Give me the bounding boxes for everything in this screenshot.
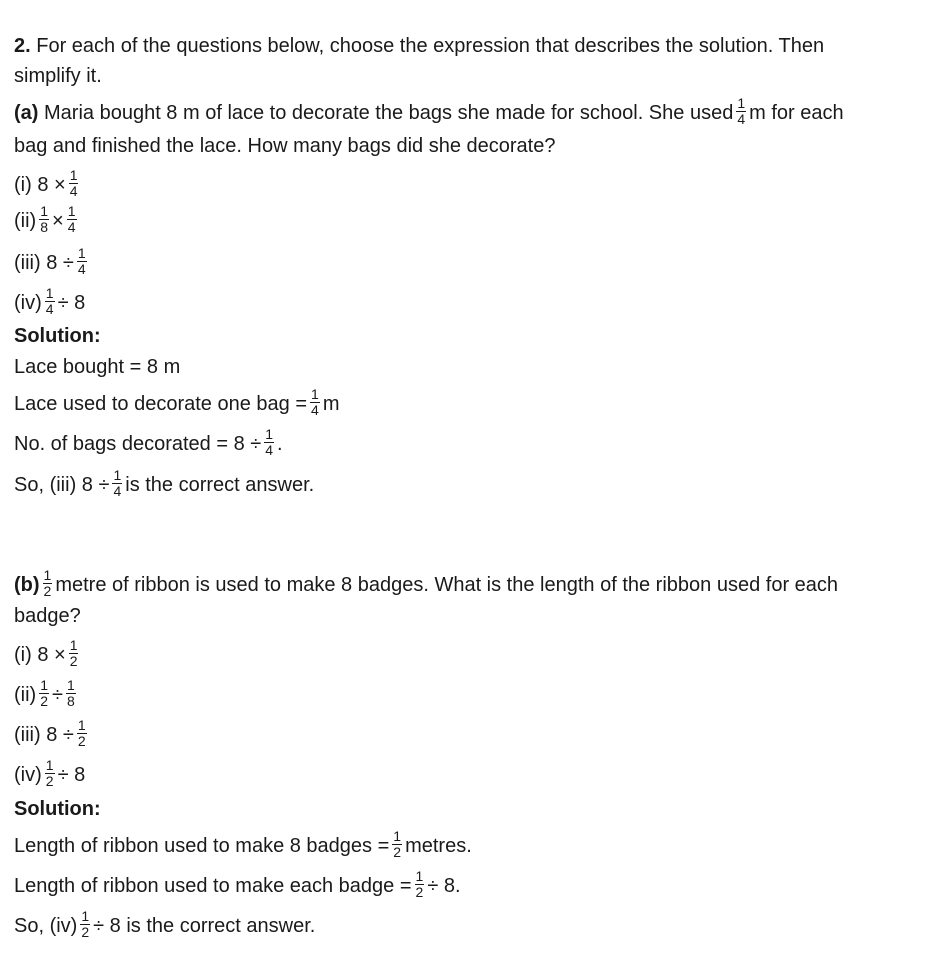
part-a-solution-line-2: Lace used to decorate one bag = $\frac{1}{4}$ m <box>14 386 340 418</box>
part-a-solution-line-3: No. of bags decorated = 8 ÷ $\frac{1}{4}$ . <box>14 426 283 458</box>
part-a-answer: So, (iii) 8 ÷ $\frac{1}{4}$ is the correct answer. <box>14 467 315 499</box>
fraction: $\frac{1}{2}$ <box>43 567 52 599</box>
fraction: $\frac{1}{8}$ <box>67 677 75 709</box>
part-a-solution-line-1: Lace bought = 8 m <box>14 356 181 378</box>
intro-line-2: simplify it. <box>14 65 102 87</box>
part-b-question-line-1: (b) $\frac{1}{2}$ metre of ribbon is used to make 8 badges. What is the length of the ribbon used for each <box>14 567 839 599</box>
fraction: $\frac{1}{2}$ <box>81 908 90 940</box>
part-b-option-i: (i) 8 × $\frac{1}{2}$ <box>14 637 78 669</box>
fraction: $\frac{1}{2}$ <box>415 868 424 900</box>
part-b-solution-line-1: Length of ribbon used to make 8 badges = $\frac{1}{2}$ metres. <box>14 828 472 860</box>
fraction: $\frac{1}{2}$ <box>77 717 86 749</box>
part-b-option-iii: (iii) 8 ÷ $\frac{1}{2}$ <box>14 717 86 749</box>
part-a-option-iii: (iii) 8 ÷ $\frac{1}{4}$ <box>14 245 86 277</box>
part-a-question-line-1: (a) Maria bought 8 m of lace to decorate the bags she made for school. She used $\frac{1}{4}$ m for each <box>14 95 844 127</box>
fraction: $\frac{1}{2}$ <box>40 677 49 709</box>
fraction: $\frac{1}{4}$ <box>737 95 746 127</box>
part-a-label: (a) <box>14 101 39 124</box>
fraction: $\frac{1}{4}$ <box>311 386 319 418</box>
fraction: $\frac{1}{4}$ <box>265 426 274 458</box>
fraction: $\frac{1}{2}$ <box>393 828 402 860</box>
intro-line-1: 2. For each of the questions below, choose the expression that describes the solution. Then <box>14 35 825 57</box>
fraction: $\frac{1}{4}$ <box>45 285 54 317</box>
part-a-option-ii: (ii) $\frac{1}{8}$ × $\frac{1}{4}$ <box>14 203 76 235</box>
fraction: $\frac{1}{2}$ <box>45 757 54 789</box>
fraction: $\frac{1}{4}$ <box>69 167 78 199</box>
part-b-question-line-2: badge? <box>14 605 81 627</box>
part-b-label: (b) <box>14 573 40 596</box>
part-b-option-ii: (ii) $\frac{1}{2}$ ÷ $\frac{1}{8}$ <box>14 677 75 709</box>
fraction: $\frac{1}{2}$ <box>69 637 78 669</box>
part-b-solution-label: Solution: <box>14 798 101 820</box>
fraction: $\frac{1}{4}$ <box>67 203 76 235</box>
fraction: $\frac{1}{4}$ <box>113 467 122 499</box>
question-number: 2. <box>14 35 31 57</box>
part-a-question-line-2: bag and finished the lace. How many bags did she decorate? <box>14 135 556 157</box>
part-b-option-iv: (iv) $\frac{1}{2}$ ÷ 8 <box>14 757 86 789</box>
fraction: $\frac{1}{4}$ <box>77 245 86 277</box>
part-a-option-iv: (iv) $\frac{1}{4}$ ÷ 8 <box>14 285 86 317</box>
part-a-option-i: (i) 8 × $\frac{1}{4}$ <box>14 167 78 199</box>
part-b-answer: So, (iv) $\frac{1}{2}$ ÷ 8 is the correct answer. <box>14 908 316 940</box>
part-a-solution-label: Solution: <box>14 325 101 347</box>
part-b-solution-line-2: Length of ribbon used to make each badge = $\frac{1}{2}$ ÷ 8. <box>14 868 461 900</box>
fraction: $\frac{1}{8}$ <box>40 203 49 235</box>
